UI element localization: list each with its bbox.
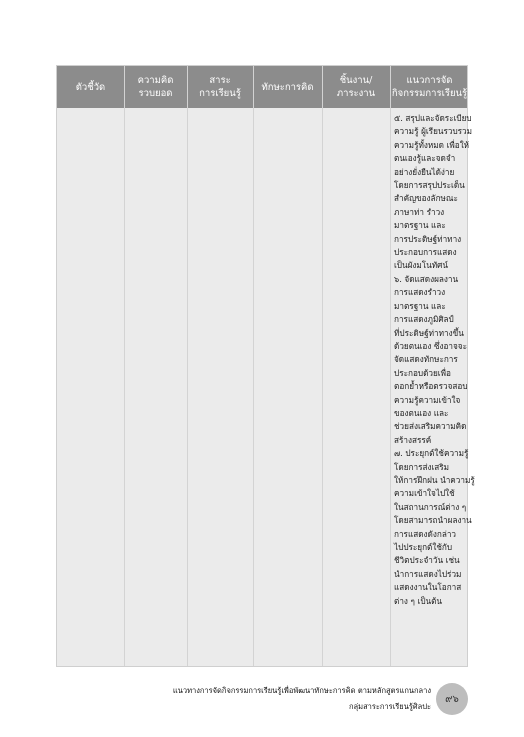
activity-line: ๖. จัดแสดงผลงาน (394, 273, 459, 284)
header-content-line1: สาระ (209, 75, 231, 86)
activity-line: ความรู้ ผู้เรียนรวบรวม (394, 126, 473, 137)
header-thinking-skill-label: ทักษะการคิด (261, 81, 314, 93)
activity-line: ความรู้ทั้งหมด เพื่อให้ (394, 139, 470, 150)
header-workpiece (322, 66, 390, 108)
activity-line: ให้การฝึกฝน นำความรู้ (394, 474, 475, 485)
lesson-table (56, 65, 475, 667)
activity-line: เป็นผังมโนทัศน์ (394, 260, 448, 271)
column-divider (253, 66, 254, 666)
activity-line: การแสดงดังกล่าว (394, 528, 457, 539)
activity-line: การแสดงรำวง (394, 287, 446, 298)
header-workpiece-line1: ชิ้นงาน/ (339, 75, 373, 86)
activity-line: ๗. ประยุกต์ใช้ความรู้ (394, 448, 469, 459)
activity-line: ที่ประดิษฐ์ท่าทางขึ้น (394, 327, 464, 338)
header-content (187, 66, 253, 108)
activity-line: ประกอบการแสดง (394, 247, 457, 258)
header-activity-line1: แนวการจัด (406, 75, 453, 86)
header-thinking-skill (253, 66, 322, 108)
column-divider (390, 66, 391, 666)
activity-line: ภาษาท่า รำวง (394, 206, 445, 217)
activity-line: สร้างสรรค์ (394, 434, 432, 445)
activity-line: โดยการสรุปประเด็น (394, 180, 465, 191)
header-concept-line2: รวบยอด (138, 88, 173, 99)
activity-line: ตอกย้ำหรือตรวจสอบ (394, 381, 468, 392)
activity-line: ในสถานการณ์ต่าง ๆ (394, 501, 467, 512)
activity-line: แสดงงานในโอกาส (394, 582, 462, 593)
activity-line: ความรู้ความเข้าใจ (394, 394, 461, 405)
activity-line: อย่างยั่งยืนได้ง่าย (394, 166, 455, 177)
column-divider (124, 66, 125, 666)
activity-line: นำการแสดงไปร่วม (394, 568, 462, 579)
activity-line: สำคัญของลักษณะ (394, 193, 458, 204)
header-concept-line1: ความคิด (137, 75, 174, 86)
activity-line: ของตนเอง และ (394, 407, 449, 418)
activity-line: การแสดงภูมิศิลป์ (394, 314, 454, 325)
activity-line: การประดิษฐ์ท่าทาง (394, 233, 462, 244)
activity-line: ความเข้าใจไปใช้ (394, 488, 455, 499)
activity-line: โดยสามารถนำผลงาน (394, 515, 472, 526)
activity-line: ๕. สรุปและจัดระเบียบ (394, 113, 472, 123)
activity-line: มาตรฐาน และ (394, 220, 446, 231)
page-number: ๙๖ (445, 693, 459, 705)
activity-line: มาตรฐาน และ (394, 300, 446, 311)
activity-cell (394, 112, 475, 608)
header-activity (390, 66, 469, 108)
column-divider (187, 66, 188, 666)
header-concept (124, 66, 187, 108)
footer-book-title: แนวทางการจัดกิจกรรมการเรียนรู้เพื่อพัฒนาทักษะการคิด ตามหลักสูตรแกนกลาง (172, 686, 431, 695)
activity-line: ต่าง ๆ เป็นต้น (394, 595, 443, 606)
activity-line: ช่วยส่งเสริมความคิด (394, 421, 467, 432)
activity-line: จัดแสดงทักษะการ (394, 354, 458, 365)
header-indicator (57, 66, 124, 108)
activity-line: โดยการส่งเสริม (394, 461, 450, 472)
page-number-badge (436, 683, 468, 715)
header-indicator-label: ตัวชี้วัด (75, 81, 106, 93)
activity-line: ชีวิตประจำวัน เช่น (394, 555, 460, 566)
header-workpiece-line2: ภาระงาน (336, 88, 376, 99)
activity-line: ไปประยุกต์ใช้กับ (394, 542, 453, 552)
activity-line: ประกอบด้วยเพื่อ (394, 367, 451, 378)
header-content-line2: การเรียนรู้ (199, 88, 241, 99)
activity-line: ตนเองรู้และจดจำ (394, 153, 456, 164)
activity-line: ด้วยตนเอง ซึ่งอาจจะ (394, 340, 468, 351)
header-activity-line2: กิจกรรมการเรียนรู้ (391, 88, 468, 99)
page-footer (173, 683, 431, 715)
footer-subject: กลุ่มสาระการเรียนรู้ศิลปะ (349, 702, 431, 711)
column-divider (322, 66, 323, 666)
